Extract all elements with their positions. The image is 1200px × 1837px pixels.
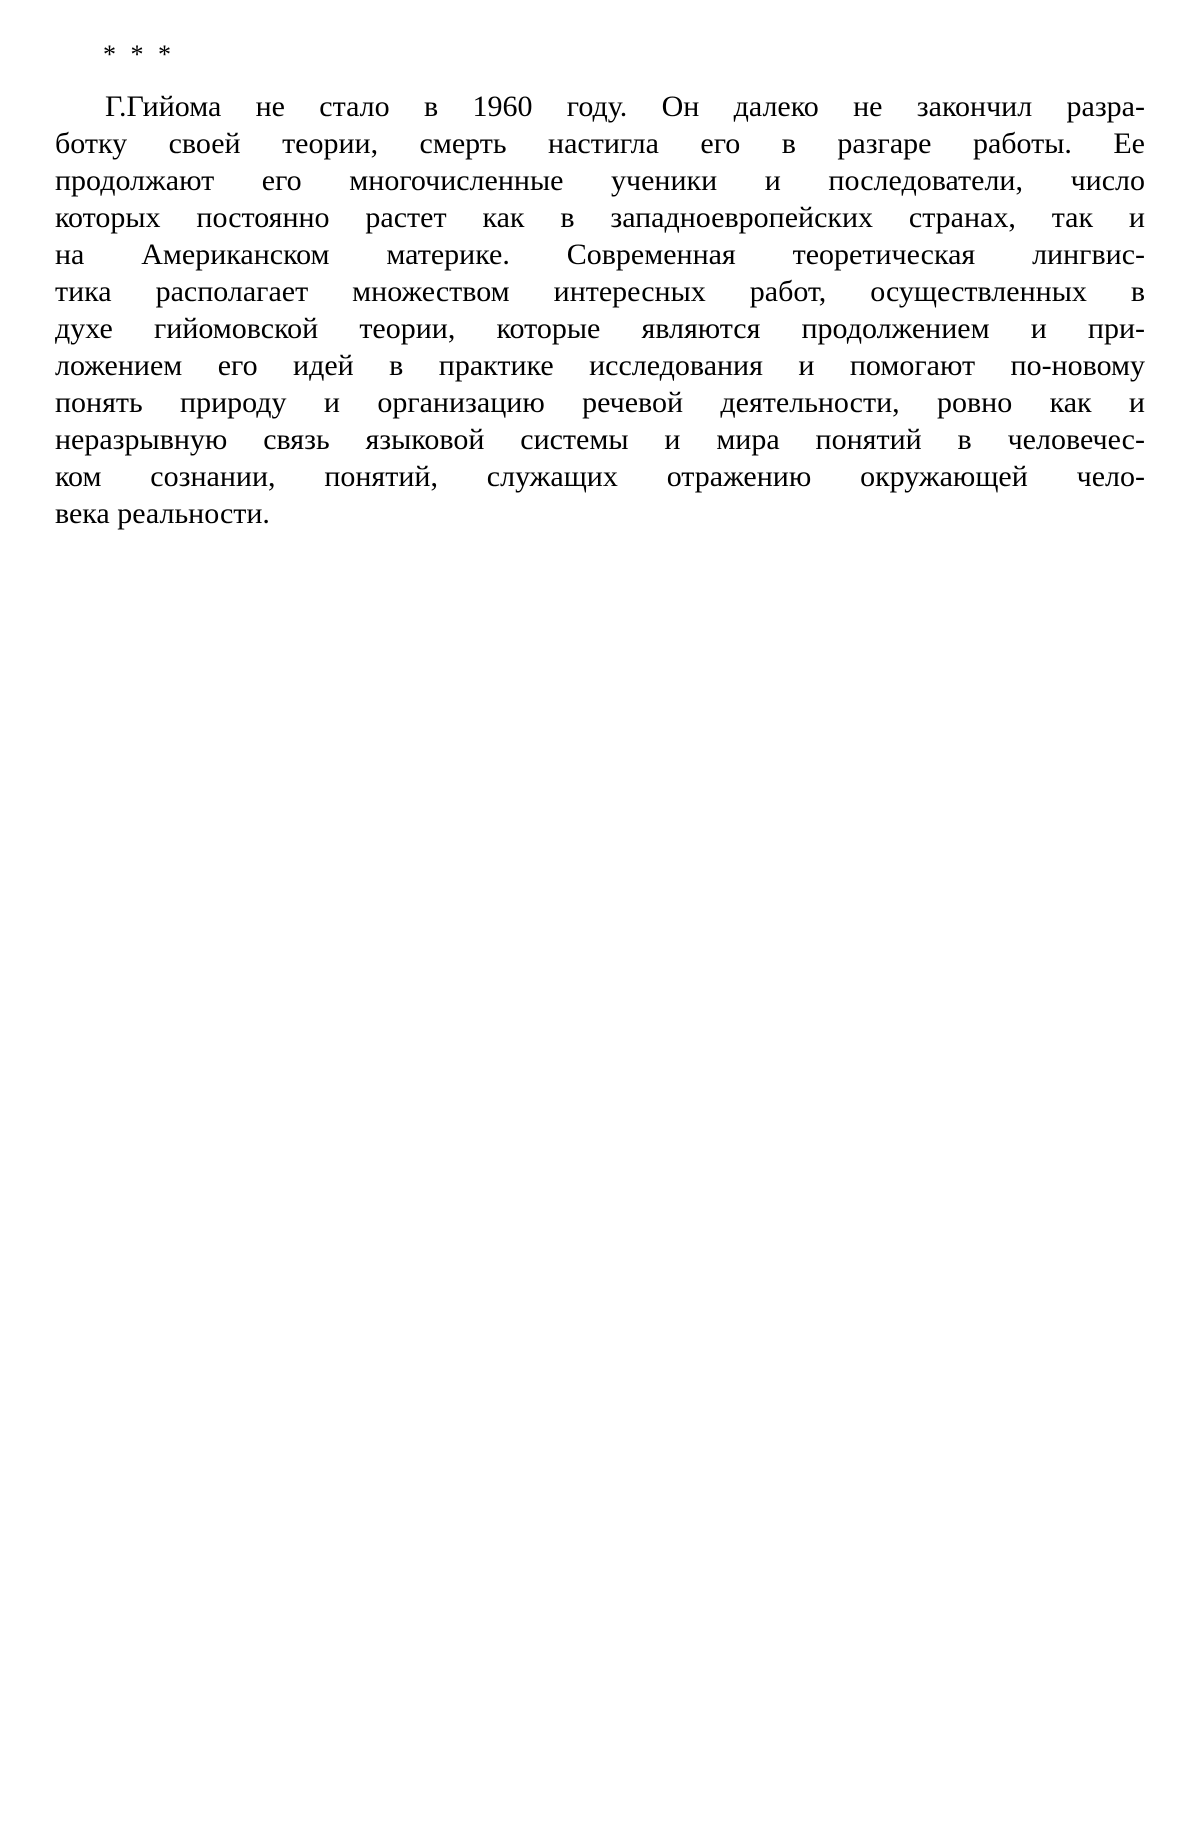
paragraph-line: продолжают его многочисленные ученики и последователи, число <box>55 164 1145 197</box>
paragraph-line: века реальности. <box>55 497 270 530</box>
paragraph-line: Г.Гийома не стало в 1960 году. Он далеко не закончил разра- <box>105 90 1145 123</box>
paragraph-line: тика располагает множеством интересных работ, осуществленных в <box>55 275 1145 308</box>
paragraph-line: понять природу и организацию речевой деятельности, ровно как и <box>55 386 1145 419</box>
paragraph-line: на Американском материке. Современная теоретическая лингвис- <box>55 238 1145 271</box>
paragraph-line: ботку своей теории, смерть настигла его в разгаре работы. Ее <box>55 127 1145 160</box>
paragraph-line: ком сознании, понятий, служащих отражению окружающей чело- <box>55 460 1145 493</box>
paragraph-line: ложением его идей в практике исследования и помогают по-новому <box>55 349 1145 382</box>
section-separator: * * * <box>103 40 175 69</box>
paragraph-line: неразрывную связь языковой системы и мира понятий в человечес- <box>55 423 1145 456</box>
paragraph-line: духе гийомовской теории, которые являются продолжением и при- <box>55 312 1145 345</box>
body-paragraph <box>55 88 1145 532</box>
paragraph-line: которых постоянно растет как в западноевропейских странах, так и <box>55 201 1145 234</box>
